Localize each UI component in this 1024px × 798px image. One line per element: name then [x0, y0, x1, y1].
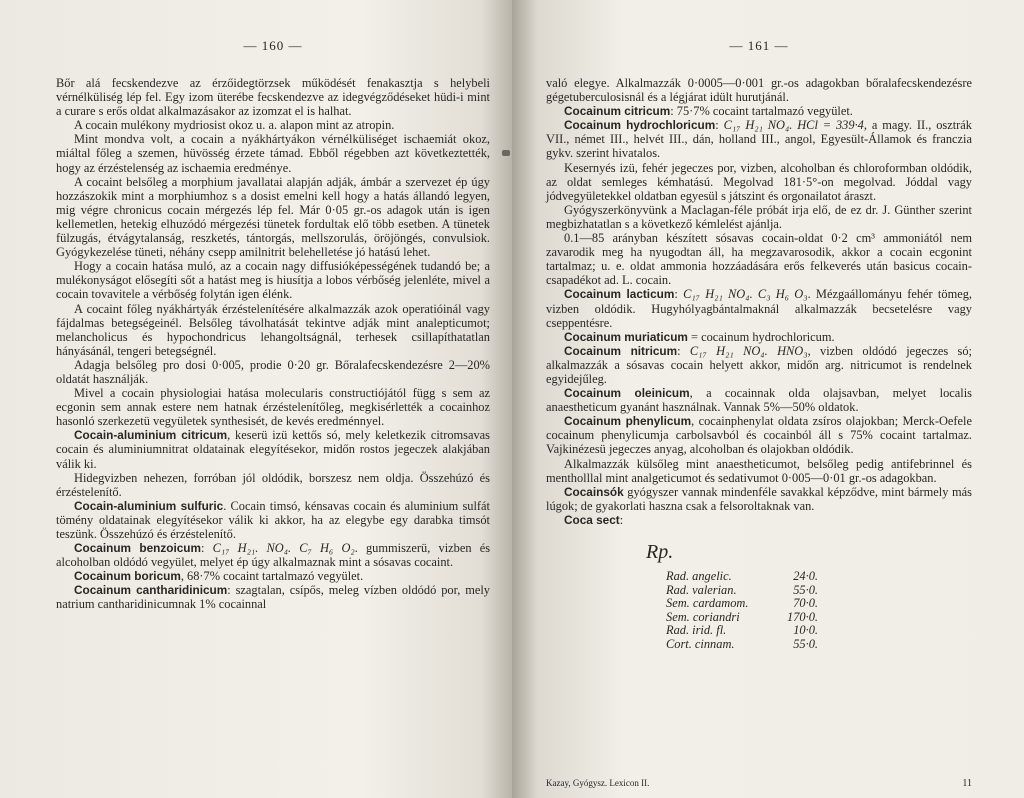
- paragraph: [56, 471, 490, 499]
- footer-source: Kazay, Gyógysz. Lexicon II.: [546, 778, 650, 788]
- paragraph: [56, 132, 490, 174]
- term-heading: Cocain-aluminium sulfuric: [74, 498, 224, 513]
- recipe-row: [666, 611, 818, 625]
- term-heading: Cocainum nitricum: [564, 343, 678, 358]
- paragraph: [546, 386, 972, 414]
- paragraph: [56, 386, 490, 428]
- term-heading: Cocainum muriaticum: [564, 329, 688, 344]
- recipe-ingredient: Cort. cinnam.: [666, 636, 735, 651]
- paragraph: [546, 330, 972, 344]
- paragraph-text: Bőr alá fecskendezve az érzőidegtörzsek működését fenakasztja s helybeli vérnélküliség lép fel. Egy izom üterébe fecskendezve az idegvégződéseket hüdi-i mint a curare s erős oldat alkalmazásakor az izomzat el is halhat.: [56, 76, 490, 119]
- paragraph: [56, 358, 490, 386]
- recipe-row: [666, 584, 818, 598]
- paragraph-text: : szagtalan, csípős, meleg vízben oldódó por, mely natrium cantharidinicumnak 1% cocainnal: [56, 583, 491, 612]
- paragraph: [56, 541, 490, 569]
- term-heading: Cocainum lacticum: [564, 287, 675, 302]
- paragraph-text: :: [619, 512, 624, 527]
- paragraph-text: Gyógyszerkönyvünk a Maclagan-féle próbát irja elő, de ez dr. J. Günther szerint megbizhatatlan s a következő kémlelést ajánlja.: [546, 202, 972, 231]
- paragraph: [56, 118, 490, 132]
- term-heading: Cocainum boricum: [74, 569, 181, 584]
- paragraph-text: . Mézgaállományu fehér tömeg, vizben oldódik. Hugyhólyagbántalmaknál alkalmazzák becsetelésre vagy cseppentésre.: [546, 287, 972, 330]
- paragraph-text: gyógyszer vannak mindenféle savakkal képződve, mint bármely más lúgok; de gyakorlati haszna csak a felsoroltaknak van.: [546, 484, 972, 513]
- paragraph: [546, 485, 972, 513]
- recipe-ingredient: Sem. coriandri: [666, 609, 740, 624]
- right-page: [512, 0, 1024, 798]
- term-heading: Cocainum benzoicum: [74, 541, 201, 556]
- paragraph: [56, 175, 490, 260]
- recipe-row: [666, 597, 818, 611]
- paragraph-text: A cocain mulékony mydriosist okoz u. a. alapon mint az atropin.: [74, 118, 395, 133]
- paragraph: [56, 499, 490, 541]
- term-heading: Cocainum phenylicum: [564, 414, 692, 429]
- paragraph-text: való elegye. Alkalmazzák 0·0005—0·001 gr.-os adagokban bőralafecskendezésre gégetuberculosisnál és a légjárat idült hurutjánál.: [546, 76, 972, 105]
- paragraph-text: , keserü izü kettős só, mely keletkezik citromsavas cocain és aluminiumnitrat oldatainak elegyítésekor, midőn rostos jegeczek alakjában válik ki.: [56, 428, 490, 471]
- paragraph-text: 0.1—85 arányban készített sósavas cocain-oldat 0·2 cm³ ammoniától nem zavarodik meg ha nyugodtan áll, ha megzavarosodik, akkor a cocain ecgonint tartalmaz; u. e. oldat ammonia hozzáadására erős felkeverés után basicus cocain-csapadékot ad. L. cocain.: [546, 231, 972, 288]
- recipe-ingredient: Sem. cardamom.: [666, 596, 749, 611]
- paragraph-text: Hogy a cocain hatása muló, az a cocain nagy diffusióképességének tudandó be; a mulékonyságot elősegíti sőt a hatást meg is hiusítja a lobos vérbőség jelenléte, mivel a cocain tovavitele a vérbőség folytán igen élénk.: [56, 259, 490, 302]
- term-heading: Cocainsók: [564, 484, 624, 499]
- recipe-title: Rp.: [646, 541, 674, 563]
- paragraph-text: Mint mondva volt, a cocain a nyákhártyákon vérnélküliséget ischaemiát okoz, miáltal főleg a szemen, hüvösség érzete támad. Ebből régebben azt következtették, hogy az érzéstelenség az ischaemia eredménye.: [56, 132, 490, 175]
- recipe-table: [666, 570, 818, 652]
- paragraph: [546, 457, 972, 485]
- term-heading: Cocainum oleinicum: [564, 386, 690, 401]
- paragraph: [56, 76, 490, 118]
- term-heading: Coca sect: [564, 512, 620, 527]
- paragraph-text: , a cocainnak olda olajsavban, melyet localis anaestheticum gyanánt használnak. Vannak 5%—50% oldatok.: [546, 386, 972, 415]
- paragraph: [546, 414, 972, 456]
- paragraph-text: , vizben oldódó jegeczes só; alkalmazzák a sósavas cocain helyett akkor, midőn arg. nitricumot is rendelnek egyidejűleg.: [546, 343, 972, 386]
- recipe-amount: 70·0.: [793, 596, 818, 611]
- paragraph: [546, 513, 972, 527]
- paragraph: [56, 259, 490, 301]
- recipe-row: [666, 624, 818, 638]
- paragraph-text: Mivel a cocain physiologiai hatása molecularis constructiójától függ s sem az ecgonin sem annak estere nem hatnak érzéstelenítőleg, megkisérlették a cocainhoz hasonló szerkezetü vegyületek synthesisét, de kevés eredménnyel.: [56, 386, 490, 429]
- page-body: [546, 76, 972, 527]
- paragraph-text: . gummiszerü, vizben és alcoholban oldódó vegyület, melyet ép úgy alkalmaznak mint a sósavas cocaint.: [56, 541, 491, 570]
- term-heading: Cocainum citricum: [564, 104, 671, 119]
- paragraph: [56, 583, 490, 611]
- paragraph: [546, 161, 972, 203]
- chemical-formula: C₁₇ H₂₁ NO₄. HNO₃: [689, 343, 808, 358]
- recipe-amount: 170·0.: [787, 609, 818, 624]
- page-footer: [546, 778, 972, 789]
- paragraph-text: Kesernyés izü, fehér jegeczes por, vizben, alcoholban és chloroformban oldódik, az oldat semleges kémhatású. Megolvad 181·5°-on megolvad. Jóddal vagy jódvegyületekkel oldatban egyesül s játszint és orgonailatot áraszt.: [546, 160, 972, 203]
- paragraph-text: :: [677, 343, 690, 358]
- paragraph: [546, 104, 972, 118]
- paragraph-text: : 75·7% cocaint tartalmazó vegyület.: [670, 104, 853, 119]
- recipe-amount: 24·0.: [793, 569, 818, 583]
- recipe-amount: 10·0.: [793, 623, 818, 638]
- term-heading: Cocain-aluminium citricum: [74, 428, 228, 443]
- paragraph-text: A cocaint belsőleg a morphium javallatai alapján adják, ámbár a szervezet ép úgy hozzászokik mint a morphiumhoz s a dosist emelni kell hogy a hatás állandó legyen, mig végre chronicus cocain mérgezés lép fel. Már 0·05 gr.-os adagok után is igen kellemetlen, hetekig elhuzódó mérgezési tünetek fordultak elő több esetben. A tünetek fülzugás, étvágytalanság, reszketés, tántorgás, mellszorulás, öröjöngés, convulsiok. Gyógykezelése tüneti, néhány csepp amilnitrit belehelletése jó hatású lehet.: [56, 174, 490, 260]
- paragraph: [546, 287, 972, 329]
- term-heading: Cocainum cantharidinicum: [74, 583, 228, 598]
- paragraph-text: Hidegvizben nehezen, forróban jól oldódik, borszesz nem oldja. Összehúzó és érzéstelenítő.: [56, 470, 490, 499]
- recipe-row: [666, 638, 818, 652]
- paragraph: [56, 302, 490, 358]
- chemical-formula: C₁₇ H₂₁ NO₄. C₃ H₆ O₃: [683, 287, 808, 302]
- page-number: — 161 —: [729, 38, 789, 53]
- paragraph-text: A cocaint főleg nyákhártyák érzéstelenítésére alkalmazzák azok operatióinál vagy fájdalmas betegségeinél. Belsőleg távolhatását tekintve adják mint analepticumot; melancholicus és hypochondricus lehangoltságnál, terhesek csillapíthatatlan hányásánál, tengeri betegségnél.: [56, 301, 490, 358]
- recipe-ingredient: Rad. valerian.: [666, 582, 737, 597]
- paragraph-text: Alkalmazzák külsőleg mint anaestheticumot, belsőleg pedig antifebrinnel és mentholllal mint analgeticumot és sedativumot 0·005—0·01 gr.-os adagokban.: [546, 456, 972, 485]
- chemical-formula: C₁₇ H₂₁ NO₄. HCl = 339·4: [723, 118, 864, 133]
- paragraph-text: :: [201, 541, 213, 556]
- term-heading: Cocainum hydrochloricum: [564, 118, 716, 133]
- paragraph-text: , 68·7% cocaint tartalmazó vegyület.: [180, 569, 364, 584]
- recipe-amount: 55·0.: [793, 636, 818, 651]
- paragraph: [546, 231, 972, 287]
- paragraph-text: :: [715, 118, 724, 133]
- paragraph: [56, 569, 490, 583]
- paragraph: [546, 118, 972, 160]
- paragraph: [546, 203, 972, 231]
- recipe-ingredient: Rad. irid. fl.: [666, 623, 727, 638]
- recipe-amount: 55·0.: [793, 582, 818, 597]
- paragraph-text: = cocainum hydrochloricum.: [687, 329, 835, 344]
- recipe-ingredient: Rad. angelic.: [666, 569, 732, 583]
- paragraph-text: , cocainphenylat oldata zsíros olajokban; Merck-Oefele cocainum phenylicumja carbolsavból és cocainból áll s 75% cocaint tartalmaz. Vajkinézesü jegeczes anyag, alcoholban és olajokban oldódik.: [546, 414, 972, 457]
- paragraph-text: Adagja belsőleg pro dosi 0·005, prodie 0·20 gr. Bőralafecskendezésre 2—20% oldatát használják.: [56, 357, 490, 386]
- paragraph: [56, 428, 490, 470]
- paragraph: [546, 76, 972, 104]
- paragraph-text: :: [674, 287, 684, 302]
- paragraph-text: , a magy. II., osztrák VII., német III., helvét III., dán, holland III., angol, Egyesült-Államok és franczia gykv. szerint hivatalos.: [546, 118, 973, 161]
- recipe-row: [666, 570, 818, 584]
- page-edge-mark: [502, 150, 510, 156]
- paragraph-text: . Cocain timsó, kénsavas cocain és aluminium sulfát tömény oldatainak elegyítésekor válik ki akkor, ha az elegybe egy darabka timsót teszünk. Összehúzó és érzéstelenítő.: [56, 498, 490, 541]
- paragraph: [546, 344, 972, 386]
- signature-mark: 11: [962, 778, 972, 789]
- chemical-formula: C₁₇ H₂₁. NO₄. C₇ H₆ O₂: [212, 541, 355, 556]
- page-number: — 160 —: [243, 38, 303, 53]
- page-body: [56, 76, 490, 612]
